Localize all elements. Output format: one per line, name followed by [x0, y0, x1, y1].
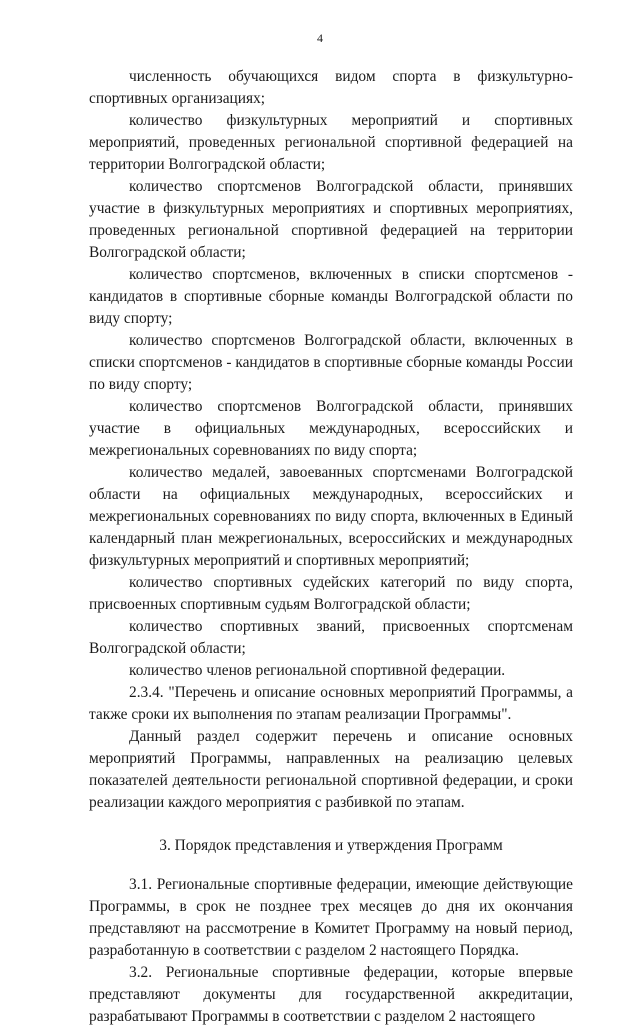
paragraph: количество физкультурных мероприятий и спортивных мероприятий, проведенных региональной спортивной федерацией на территории Волгоградской области; — [89, 112, 573, 173]
paragraph: численность обучающихся видом спорта в физкультурно-спортивных организациях; — [89, 68, 573, 107]
paragraph: количество спортсменов, включенных в списки спортсменов - кандидатов в спортивные сборные команды Волгоградской области по виду спорту; — [89, 266, 573, 327]
paragraph: количество спортивных званий, присвоенных спортсменам Волгоградской области; — [89, 618, 573, 657]
paragraph: количество членов региональной спортивной федерации. — [129, 662, 506, 679]
paragraph: количество спортсменов Волгоградской области, принявших участие в физкультурных мероприятиях и спортивных мероприятиях, проведенных региональной спортивной федерацией на территории Волгоградской области; — [89, 178, 573, 261]
paragraph: количество спортсменов Волгоградской области, принявших участие в официальных международных, всероссийских и межрегиональных соревнованиях по виду спорта; — [89, 398, 573, 459]
paragraph: Данный раздел содержит перечень и описание основных мероприятий Программы, направленных на реализацию целевых показателей деятельности региональной спортивной федерации, и сроки реализации каждого мероприятия с разбивкой по этапам. — [89, 728, 573, 811]
paragraph: количество медалей, завоеванных спортсменами Волгоградской области на официальных международных, всероссийских и межрегиональных соревнованиях по виду спорта, включенных в Единый календарный план межрегиональных, всероссийских и международных физкультурных мероприятий и спортивных мероприятий; — [89, 464, 573, 569]
paragraph: количество спортивных судейских категорий по виду спорта, присвоенных спортивным судьям Волгоградской области; — [89, 574, 573, 613]
section-heading: 3. Порядок представления и утверждения Программ — [159, 837, 503, 854]
page-number: 4 — [317, 31, 323, 45]
paragraph: количество спортсменов Волгоградской области, включенных в списки спортсменов - кандидатов в спортивные сборные команды России по виду спорту; — [89, 332, 573, 393]
document-body — [89, 66, 573, 1028]
paragraph: 3.1. Региональные спортивные федерации, имеющие действующие Программы, в срок не позднее трех месяцев до дня их окончания представляют на рассмотрение в Комитет Программу на новый период, разработанную в соответствии с разделом 2 настоящего Порядка. — [89, 876, 573, 959]
subsection-title: 2.3.4. "Перечень и описание основных мероприятий Программы, а также сроки их выполнения по этапам реализации Программы". — [89, 684, 573, 723]
paragraph: 3.2. Региональные спортивные федерации, которые впервые представляют документы для государственной аккредитации, разрабатывают Программы в соответствии с разделом 2 настоящего — [89, 964, 573, 1025]
